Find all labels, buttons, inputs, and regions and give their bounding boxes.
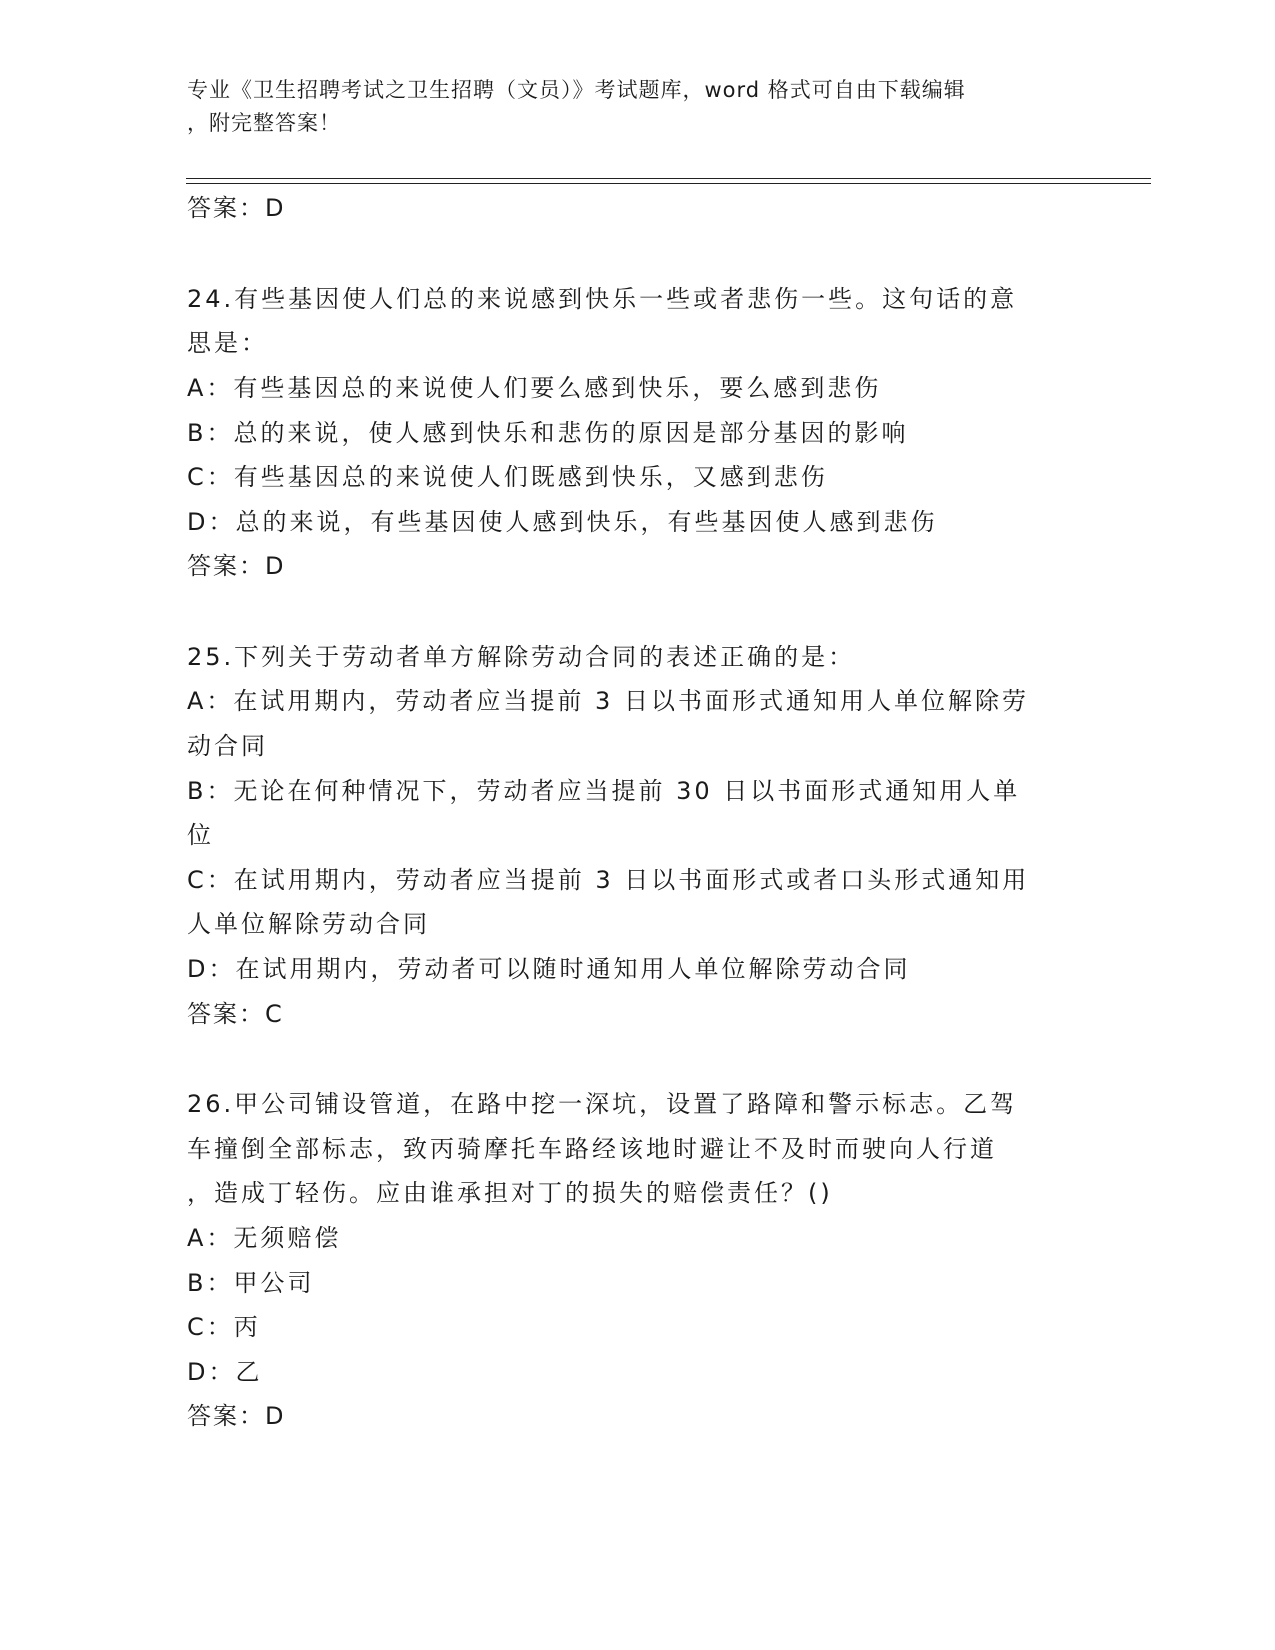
q24-stem-line-2: 思是： [187, 329, 268, 357]
header-line-1: 专业《卫生招聘考试之卫生招聘（文员）》考试题库，word 格式可自由下载编辑 [187, 78, 966, 102]
q24-option-c: C：有些基因总的来说使人们既感到快乐，又感到悲伤 [187, 463, 828, 491]
previous-question-answer: 答案：D [187, 194, 286, 222]
q26-option-c: C：丙 [187, 1313, 261, 1341]
q26-option-b: B：甲公司 [187, 1269, 315, 1297]
q25-option-d: D：在试用期内，劳动者可以随时通知用人单位解除劳动合同 [187, 955, 911, 983]
q24-option-b: B：总的来说，使人感到快乐和悲伤的原因是部分基因的影响 [187, 419, 909, 447]
q26-stem-line-3: ，造成丁轻伤。应由谁承担对丁的损失的赔偿责任？() [187, 1179, 833, 1207]
header-divider-bottom [186, 183, 1151, 184]
header-divider-top [186, 178, 1151, 179]
q25-option-a-line-1: A：在试用期内，劳动者应当提前 3 日以书面形式通知用人单位解除劳 [187, 687, 1029, 715]
q25-option-b-line-2: 位 [187, 821, 214, 849]
q24-option-d: D：总的来说，有些基因使人感到快乐，有些基因使人感到悲伤 [187, 508, 938, 536]
q24-stem-line-1: 24.有些基因使人们总的来说感到快乐一些或者悲伤一些。这句话的意 [187, 285, 1018, 313]
q25-option-c-line-1: C：在试用期内，劳动者应当提前 3 日以书面形式或者口头形式通知用 [187, 866, 1030, 894]
q25-answer: 答案：C [187, 1000, 284, 1028]
header-line-2: ，附完整答案！ [187, 111, 341, 135]
q26-answer: 答案：D [187, 1402, 286, 1430]
q25-option-b-line-1: B：无论在何种情况下，劳动者应当提前 30 日以书面形式通知用人单 [187, 777, 1021, 805]
q25-option-c-line-2: 人单位解除劳动合同 [187, 910, 430, 938]
q24-answer: 答案：D [187, 552, 286, 580]
q26-stem-line-2: 车撞倒全部标志，致丙骑摩托车路经该地时避让不及时而驶向人行道 [187, 1135, 997, 1163]
page-header [187, 74, 1067, 140]
q26-option-d: D：乙 [187, 1358, 263, 1386]
q25-stem: 25.下列关于劳动者单方解除劳动合同的表述正确的是： [187, 643, 856, 671]
q26-option-a: A：无须赔偿 [187, 1224, 342, 1252]
q24-option-a: A：有些基因总的来说使人们要么感到快乐，要么感到悲伤 [187, 374, 882, 402]
q25-option-a-line-2: 动合同 [187, 732, 268, 760]
q26-stem-line-1: 26.甲公司铺设管道，在路中挖一深坑，设置了路障和警示标志。乙驾 [187, 1090, 1018, 1118]
